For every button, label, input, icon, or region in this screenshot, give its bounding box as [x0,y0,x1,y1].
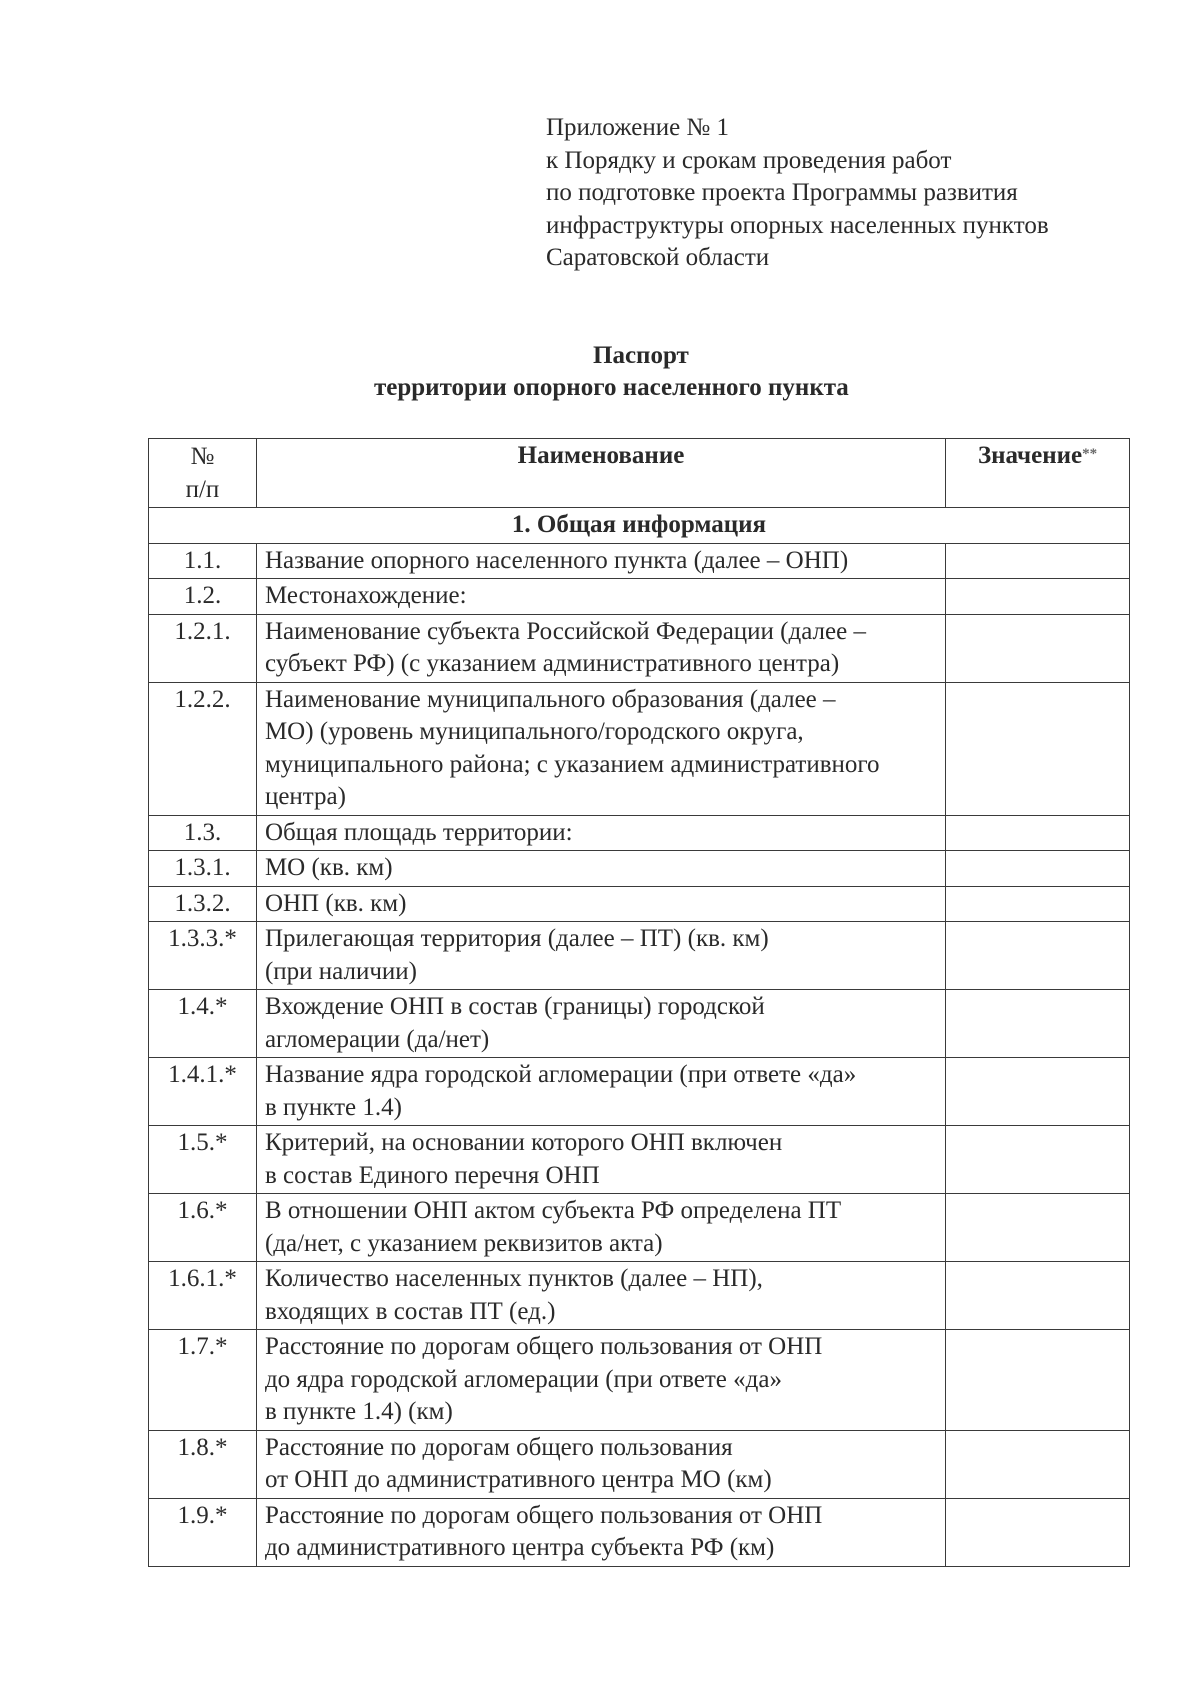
appendix-line: к Порядку и срокам проведения работ [546,146,952,174]
table-row [149,543,1130,579]
table-row [149,922,1130,990]
row-name-line: Общая площадь территории: [264,818,573,846]
row-name-line: в пункте 1.4) (км) [264,1398,453,1425]
document-subtitle: территории опорного населенного пункта [374,374,849,401]
row-name-line: муниципального района; с указанием административного [264,750,880,778]
row-name [256,990,945,1058]
row-name-line: Количество населенных пунктов (далее – НП), [264,1265,763,1292]
row-name-line: Название ядра городской агломерации (при ответе «да» [264,1061,857,1088]
appendix-line: инфраструктуры опорных населенных пунктов [546,211,1049,239]
table-row [149,815,1130,851]
row-number: 1.2.2. [149,682,257,815]
row-value-cell[interactable] [946,886,1130,922]
row-value-cell[interactable] [946,1058,1130,1126]
row-name-line: Прилегающая территория (далее – ПТ) (кв. км) [264,925,769,952]
table-row [149,1194,1130,1262]
row-number: 1.8.* [149,1430,257,1498]
table-row [149,1498,1130,1566]
row-number: 1.3.1. [149,851,257,887]
header-name: Наименование [256,439,945,508]
row-name-line: Расстояние по дорогам общего пользования [264,1433,733,1461]
row-number: 1.2.1. [149,614,257,682]
row-name-line: Наименование муниципального образования (далее – [264,685,836,713]
section-title: 1. Общая информация [149,508,1130,544]
row-value-cell[interactable] [946,682,1130,815]
table-row [149,682,1130,815]
row-name-line: Наименование субъекта Российской Федерации (далее – [264,617,866,645]
row-name [256,682,945,815]
row-name-line: субъект РФ) (с указанием административного центра) [264,650,840,677]
row-value-cell[interactable] [946,990,1130,1058]
row-name [256,543,945,579]
row-value-cell[interactable] [946,543,1130,579]
row-name-line: в состав Единого перечня ОНП [264,1161,600,1189]
row-name-line: входящих в состав ПТ (ед.) [264,1297,556,1325]
row-number: 1.3.2. [149,886,257,922]
appendix-line: Приложение № 1 [546,114,730,141]
row-name-line: Местонахождение: [264,582,467,609]
row-number: 1.6.1.* [149,1262,257,1330]
table-row [149,886,1130,922]
row-value-cell[interactable] [946,1262,1130,1330]
row-name-line: до административного центра субъекта РФ (км) [264,1534,775,1561]
header-number-line2: п/п [185,476,220,503]
table-row [149,1126,1130,1194]
row-name [256,579,945,615]
table-row [149,990,1130,1058]
row-name-line: МО (кв. км) [264,854,393,881]
table-row [149,1058,1130,1126]
row-value-cell[interactable] [946,614,1130,682]
row-number: 1.3. [149,815,257,851]
document-title: Паспорт [593,342,689,369]
header-number [149,439,257,508]
row-value-cell[interactable] [946,579,1130,615]
row-name-line: ОНП (кв. км) [264,889,407,917]
row-name [256,851,945,887]
header-value [946,439,1130,508]
row-name [256,922,945,990]
row-number: 1.4.1.* [149,1058,257,1126]
row-name-line: в пункте 1.4) [264,1093,402,1121]
row-name-line: Название опорного населенного пункта (далее – ОНП) [264,546,849,574]
row-name [256,1498,945,1566]
row-name [256,1330,945,1431]
table-row [149,1330,1130,1431]
table-row [149,1430,1130,1498]
row-name-line: МО) (уровень муниципального/городского округа, [264,718,804,745]
row-number: 1.2. [149,579,257,615]
row-value-cell[interactable] [946,1498,1130,1566]
table-header-row [149,439,1130,508]
appendix-line: по подготовке проекта Программы развития [546,179,1018,206]
row-name [256,1262,945,1330]
row-value-cell[interactable] [946,851,1130,887]
row-name-line: Расстояние по дорогам общего пользования от ОНП [264,1333,823,1360]
row-name-line: Вхождение ОНП в состав (границы) городской [264,993,765,1020]
table-row [149,851,1130,887]
row-value-cell[interactable] [946,815,1130,851]
row-name-line: (при наличии) [264,957,417,985]
row-number: 1.5.* [149,1126,257,1194]
row-name-line: до ядра городской агломерации (при ответе «да» [264,1365,782,1393]
appendix-header [546,112,1049,275]
row-value-cell[interactable] [946,1430,1130,1498]
row-number: 1.9.* [149,1498,257,1566]
appendix-line: Саратовской области [546,244,770,271]
row-name-line: (да/нет, с указанием реквизитов акта) [264,1229,663,1257]
row-value-cell[interactable] [946,1194,1130,1262]
table-row [149,1262,1130,1330]
row-name [256,1430,945,1498]
row-number: 1.3.3.* [149,922,257,990]
row-name [256,1058,945,1126]
header-number-line1: № [190,443,215,470]
row-name [256,1194,945,1262]
row-name-line: Критерий, на основании которого ОНП включен [264,1129,783,1156]
row-name-line: от ОНП до административного центра МО (км) [264,1466,772,1493]
row-name [256,614,945,682]
row-number: 1.7.* [149,1330,257,1431]
row-value-cell[interactable] [946,922,1130,990]
row-name-line: В отношении ОНП актом субъекта РФ определена ПТ [264,1197,842,1224]
table-row [149,579,1130,615]
row-number: 1.6.* [149,1194,257,1262]
row-value-cell[interactable] [946,1126,1130,1194]
passport-table [148,438,1130,1567]
row-name-line: Расстояние по дорогам общего пользования от ОНП [264,1501,823,1529]
section-row [149,508,1130,544]
row-name [256,815,945,851]
row-number: 1.4.* [149,990,257,1058]
row-name-line: агломерации (да/нет) [264,1025,490,1053]
row-value-cell[interactable] [946,1330,1130,1431]
row-name [256,886,945,922]
row-name [256,1126,945,1194]
row-number: 1.1. [149,543,257,579]
header-value-label: Значение [977,442,1083,469]
row-name-line: центра) [264,783,346,810]
table-row [149,614,1130,682]
header-value-footnote-mark: ** [1082,446,1098,462]
